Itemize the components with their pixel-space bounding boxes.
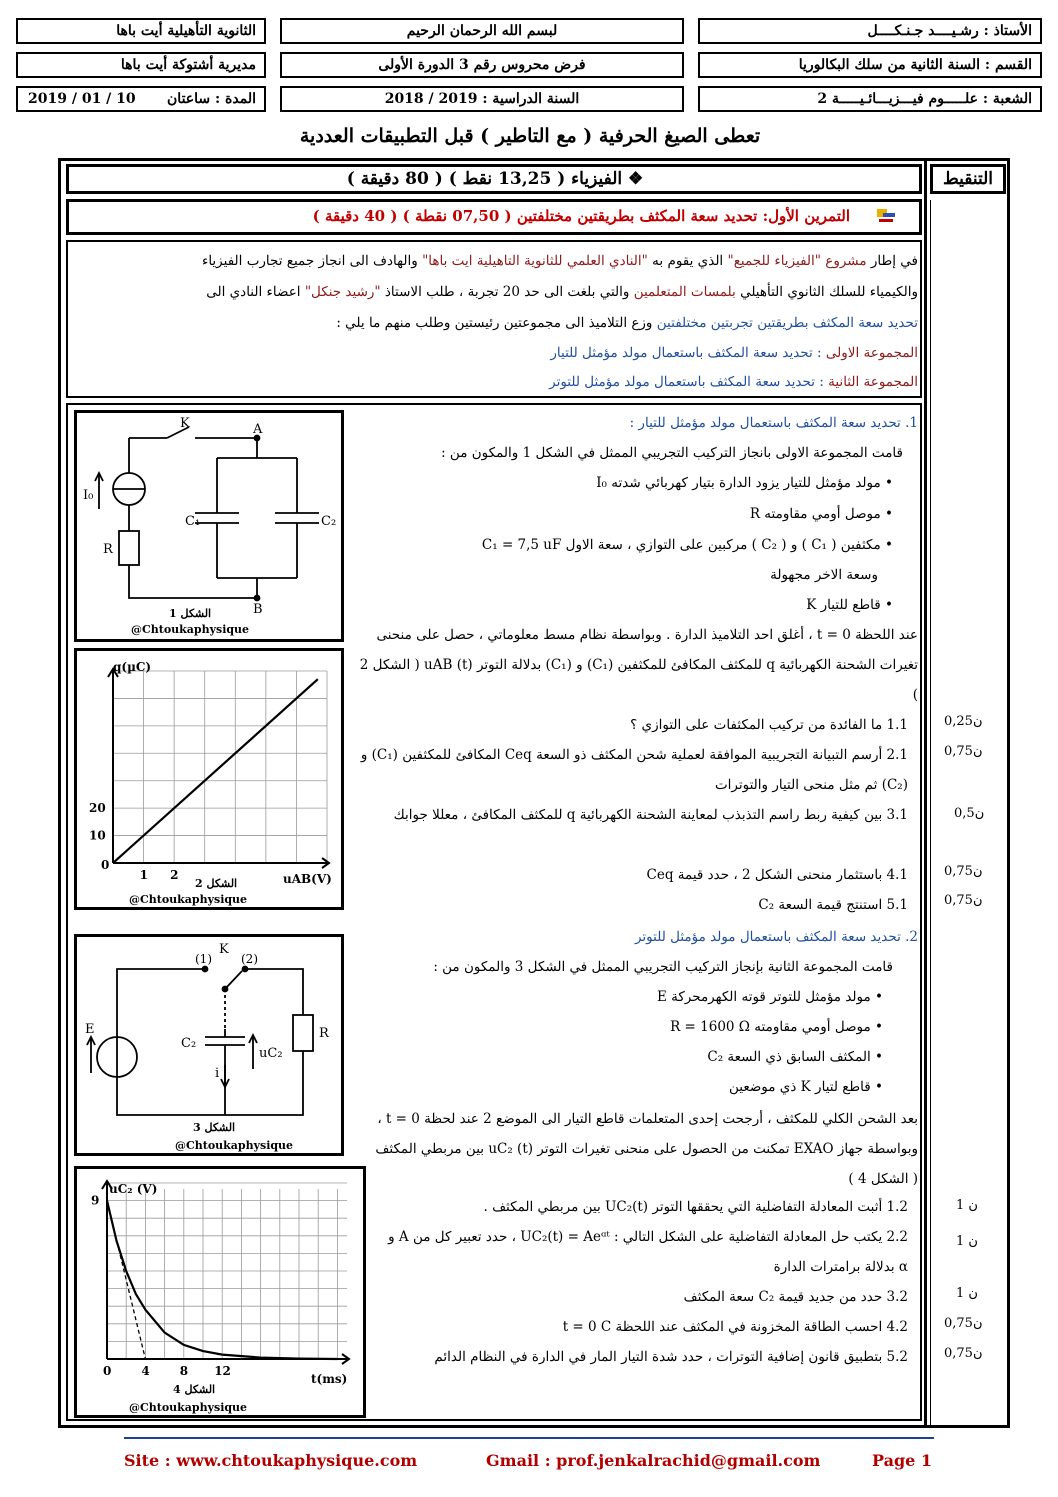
group-1-label: المجموعة الاولى bbox=[825, 345, 918, 361]
header-duration: المدة : ساعتان bbox=[167, 91, 256, 107]
score-1-2: 1 ن bbox=[956, 1198, 978, 1213]
part1-heading: 1. تحديد سعة المكثف باستعمال مولد مؤمثل للتيار : bbox=[629, 415, 918, 431]
score-header: التنقيط bbox=[942, 169, 994, 189]
part2-bullet4: • قاطع لتيار K ذي موضعين bbox=[728, 1079, 883, 1095]
intro-l2-d: "رشيد جنكل" bbox=[304, 284, 381, 300]
part2-heading: 2. تحديد سعة المكثف باستعمال مولد مؤمثل للتوتر bbox=[634, 929, 918, 945]
header-branch: الشعبة : علـــــوم فيـــزيـــائـيـــــة 2 bbox=[698, 86, 1042, 112]
figure-3-watermark: @Chtoukaphysique bbox=[175, 1139, 294, 1152]
figure-4 bbox=[74, 1166, 366, 1418]
figure-1-label-i0: I₀ bbox=[83, 488, 94, 503]
header-exam-title: فرض محروس رقم 3 الدورة الأولى bbox=[280, 52, 684, 78]
score-1-1: 0,25ن bbox=[944, 714, 983, 729]
figure-1-watermark: @Chtoukaphysique bbox=[131, 623, 250, 636]
figure-2-x-tick: 2 bbox=[170, 868, 179, 882]
figure-2-y-tick: 10 bbox=[89, 828, 106, 843]
figure-1-label-b: B bbox=[253, 602, 263, 617]
header-school: الثانوية التأهيلية أيت باها bbox=[16, 18, 266, 44]
score-4-1: 0,75ن bbox=[944, 864, 983, 879]
figure-1-label-r: R bbox=[103, 542, 113, 557]
question-3-1: 3.1 بين كيفية ربط راسم التذبذب لمعاينة الشحنة الكهربائية q للمكثف المكافئ ، معللا جوابك bbox=[393, 807, 908, 823]
figure-2-watermark: @Chtoukaphysique bbox=[129, 893, 248, 906]
figure-2-y-tick: 20 bbox=[89, 801, 106, 816]
intro-l3-b: وزع التلاميذ الى مجموعتين رئيستين وطلب منهم ما يلي : bbox=[336, 315, 653, 331]
figure-1-label-c1: C₁ bbox=[185, 514, 201, 529]
intro-l1-e: والهادف الى انجاز جميع تجارب الفيزياء bbox=[201, 253, 418, 269]
score-5-1: 0,75ن bbox=[944, 893, 983, 908]
intro-line-1 bbox=[78, 246, 918, 276]
physics-title: ❖ الفيزياء ( 13,25 نقط ) ( 80 دقيقة ) bbox=[346, 169, 644, 189]
question-5-1: 5.1 استنتج قيمة السعة C₂ bbox=[758, 897, 908, 913]
header-school-year: السنة الدراسية : 2019 / 2018 bbox=[280, 86, 684, 112]
intro-l1-d: "النادي العلمي للثانوية التاهيلية ايت باها" bbox=[422, 253, 648, 269]
figure-4-x-tick: 0 bbox=[103, 1364, 112, 1378]
intro-l1-a: في إطار bbox=[870, 253, 918, 269]
figure-1 bbox=[74, 410, 344, 642]
figure-3-svg bbox=[77, 937, 341, 1153]
part1-bullet2: • موصل أومي مقاومته R bbox=[749, 506, 893, 522]
figure-2-xlabel: uAB(V) bbox=[283, 872, 332, 886]
question-1-2: 1.2 أثبت المعادلة التفاضلية التي يحققها التوتر UC₂(t) بين مربطي المكثف . bbox=[483, 1199, 908, 1215]
part2-bullet3: • المكثف السابق ذي السعة C₂ bbox=[707, 1049, 883, 1065]
part1-bullet3b: وسعة الاخر مجهولة bbox=[770, 567, 878, 583]
header-basmala: لبسم الله الرحمان الرحيم bbox=[280, 18, 684, 44]
footer-rule bbox=[124, 1437, 934, 1439]
header-table bbox=[16, 16, 1042, 112]
intro-l2-c: والتي بلغت الى حد 20 تجربة ، طلب الاستاذ bbox=[384, 284, 630, 300]
score-3-2: 1 ن bbox=[956, 1286, 978, 1301]
header-teacher: الأستاذ : رشـيــــد جـنـكــــل bbox=[698, 18, 1042, 44]
part1-bullet4: • قاطع للتيار K bbox=[806, 597, 893, 613]
figure-3-label-c2: C₂ bbox=[181, 1036, 197, 1051]
figure-2 bbox=[74, 648, 344, 910]
score-column-divider-inner bbox=[930, 200, 931, 1428]
score-column-divider bbox=[924, 158, 927, 1428]
question-4-2: 4.2 احسب الطاقة المخزونة في المكثف عند اللحظة t = 0 C bbox=[562, 1319, 908, 1335]
question-3-2: 3.2 حدد من جديد قيمة C₂ سعة المكثف bbox=[683, 1289, 908, 1305]
score-5-2: 0,75ن bbox=[944, 1346, 983, 1361]
figure-1-label-k: K bbox=[180, 416, 190, 431]
footer-page: Page 1 bbox=[872, 1451, 933, 1470]
question-1-1: 1.1 ما الفائدة من تركيب المكثفات على التوازي ؟ bbox=[630, 717, 908, 733]
figure-3-label-e: E bbox=[85, 1022, 95, 1037]
intro-group-2 bbox=[78, 367, 918, 397]
figure-3-label-i: i bbox=[215, 1066, 220, 1081]
figure-4-x-tick: 12 bbox=[214, 1364, 231, 1378]
intro-l1-b: مشروع "الفيزياء للجميع" bbox=[727, 253, 867, 269]
figure-2-chart bbox=[77, 651, 341, 907]
instruction-line: تعطى الصيغ الحرفية ( مع التاطير ) قبل التطبيقات العددية bbox=[299, 125, 761, 147]
footer-gmail: Gmail : prof.jenkalrachid@gmail.com bbox=[486, 1451, 821, 1470]
figure-4-x-tick: 4 bbox=[141, 1364, 150, 1378]
question-4-1: 4.1 باستثمار منحنى الشكل 2 ، حدد قيمة Ceq bbox=[646, 867, 908, 883]
figure-3-label-k: K bbox=[219, 942, 229, 957]
figure-4-y-tick: 9 bbox=[91, 1193, 100, 1208]
flag-icon bbox=[875, 205, 897, 227]
figure-2-ylabel: q(µC) bbox=[113, 660, 152, 674]
intro-group-1 bbox=[78, 338, 918, 368]
question-2-2: 2.2 يكتب حل المعادلة التفاضلية على الشكل التالي : UC₂(t) = Aeᵅᵗ ، حدد تعبير كل من A و α بدلالة برامترات الدارة bbox=[388, 1229, 908, 1275]
intro-line-3 bbox=[78, 308, 918, 338]
intro-l2-b: بلمسات المتعلمين bbox=[633, 284, 736, 300]
figure-2-caption: الشكل 2 bbox=[195, 877, 238, 890]
part1-bullet3: • مكثفين ( C₁ ) و ( C₂ ) مركبين على التوازي ، سعة الاول C₁ = 7,5 uF bbox=[481, 537, 893, 553]
figure-4-watermark: @Chtoukaphysique bbox=[129, 1401, 248, 1414]
header-class: القسم : السنة الثانية من سلك البكالوريا bbox=[698, 52, 1042, 78]
figure-4-ylabel: uC₂ (V) bbox=[109, 1182, 158, 1196]
intro-l3-a: تحديد سعة المكثف بطريقتين تجربتين مختلفتين bbox=[656, 315, 918, 331]
part2-bullet2: • موصل أومي مقاومته R = 1600 Ω bbox=[670, 1019, 883, 1035]
intro-l2-a: والكيمياء للسلك الثانوي التأهيلي bbox=[740, 284, 918, 300]
figure-4-x-tick: 8 bbox=[179, 1364, 189, 1378]
figure-4-chart bbox=[77, 1169, 363, 1415]
header-date: 2019 / 01 / 10 bbox=[28, 91, 136, 107]
intro-l1-c: الذي يقوم به bbox=[652, 253, 724, 269]
question-5-2: 5.2 بتطبيق قانون إضافية التوترات ، حدد شدة التيار المار في الدارة في النظام الدائم bbox=[434, 1349, 908, 1365]
part2-para1: بعد الشحن الكلي للمكثف ، أرجحت إحدى المتعلمات قاطع التيار الى الموضع 2 عند لحظة t = 0 ، وبواسطة جهاز EXAO تمكنت من الحصول على منحنى تغيرات التوتر uC₂ (t) بين مربطي المكثف ( الشكل 4 ) bbox=[375, 1111, 918, 1187]
figure-3-label-uc2: uC₂ bbox=[259, 1046, 283, 1061]
figure-3 bbox=[74, 934, 344, 1156]
intro-line-2 bbox=[78, 277, 918, 307]
score-4-2: 0,75ن bbox=[944, 1316, 983, 1331]
figure-3-label-r: R bbox=[319, 1026, 329, 1041]
figure-3-label-pos1: (1) bbox=[195, 952, 212, 966]
part1-line1: قامت المجموعة الاولى بانجاز التركيب التجريبي الممثل في الشكل 1 والمكون من : bbox=[441, 445, 903, 461]
part2-bullet1: • مولد مؤمثل للتوتر قوته الكهرمحركة E bbox=[656, 989, 883, 1005]
figure-4-xlabel: t(ms) bbox=[311, 1372, 348, 1386]
figure-2-x-tick: 1 bbox=[139, 868, 148, 882]
figure-1-svg bbox=[77, 413, 341, 639]
score-2-2: 1 ن bbox=[956, 1234, 978, 1249]
figure-1-label-a: A bbox=[253, 422, 263, 437]
figure-4-caption: الشكل 4 bbox=[173, 1383, 216, 1396]
figure-2-origin: 0 bbox=[101, 858, 110, 872]
score-3-1: 0,5ن bbox=[954, 806, 985, 821]
figure-1-caption: الشكل 1 bbox=[169, 607, 212, 620]
group-2-label: المجموعة الثانية bbox=[828, 374, 918, 390]
figure-3-label-pos2: (2) bbox=[241, 952, 258, 966]
group-1-text: : تحديد سعة المكثف باستعمال مولد مؤمثل للتيار bbox=[550, 345, 822, 361]
part1-para1: عند اللحظة t = 0 ، أغلق احد التلاميذ الدارة . وبواسطة نظام مسط معلوماتي ، حصل على منحنى تغيرات الشحنة الكهربائية q للمكثف المكافئ للمكثفين (C₁) و (C₁) بدلالة التوتر uAB (t) ( الشكل 2 ) bbox=[359, 627, 918, 703]
score-2-1: 0,75ن bbox=[944, 744, 983, 759]
exercise-title: التمرين الأول: تحديد سعة المكثف بطريقتين مختلفتين ( 07,50 نقطة ) ( 40 دقيقة ) bbox=[312, 207, 850, 225]
header-directorate: مديرية أشتوكة أيت باها bbox=[16, 52, 266, 78]
group-2-text: : تحديد سعة المكثف باستعمال مولد مؤمثل للتوتر bbox=[549, 374, 824, 390]
figure-3-caption: الشكل 3 bbox=[193, 1121, 236, 1134]
question-2-1: 2.1 أرسم التبيانة التجريبية الموافقة لعملية شحن المكثف ذو السعة Ceq المكافئ للمكثفين (C₁) و (C₂) ثم مثل منحى التيار والتوترات bbox=[360, 747, 908, 793]
part1-bullet1: • مولد مؤمثل للتيار يزود الدارة بتيار كهربائي شدته I₀ bbox=[596, 475, 893, 491]
intro-l2-e: اعضاء النادي الى bbox=[206, 284, 301, 300]
part2-line1: قامت المجموعة الثانية بإنجاز التركيب التجريبي الممثل في الشكل 3 والمكون من : bbox=[433, 959, 893, 975]
header-duration-cell bbox=[16, 86, 266, 112]
figure-1-label-c2: C₂ bbox=[321, 514, 337, 529]
footer-site: Site : www.chtoukaphysique.com bbox=[124, 1451, 418, 1470]
